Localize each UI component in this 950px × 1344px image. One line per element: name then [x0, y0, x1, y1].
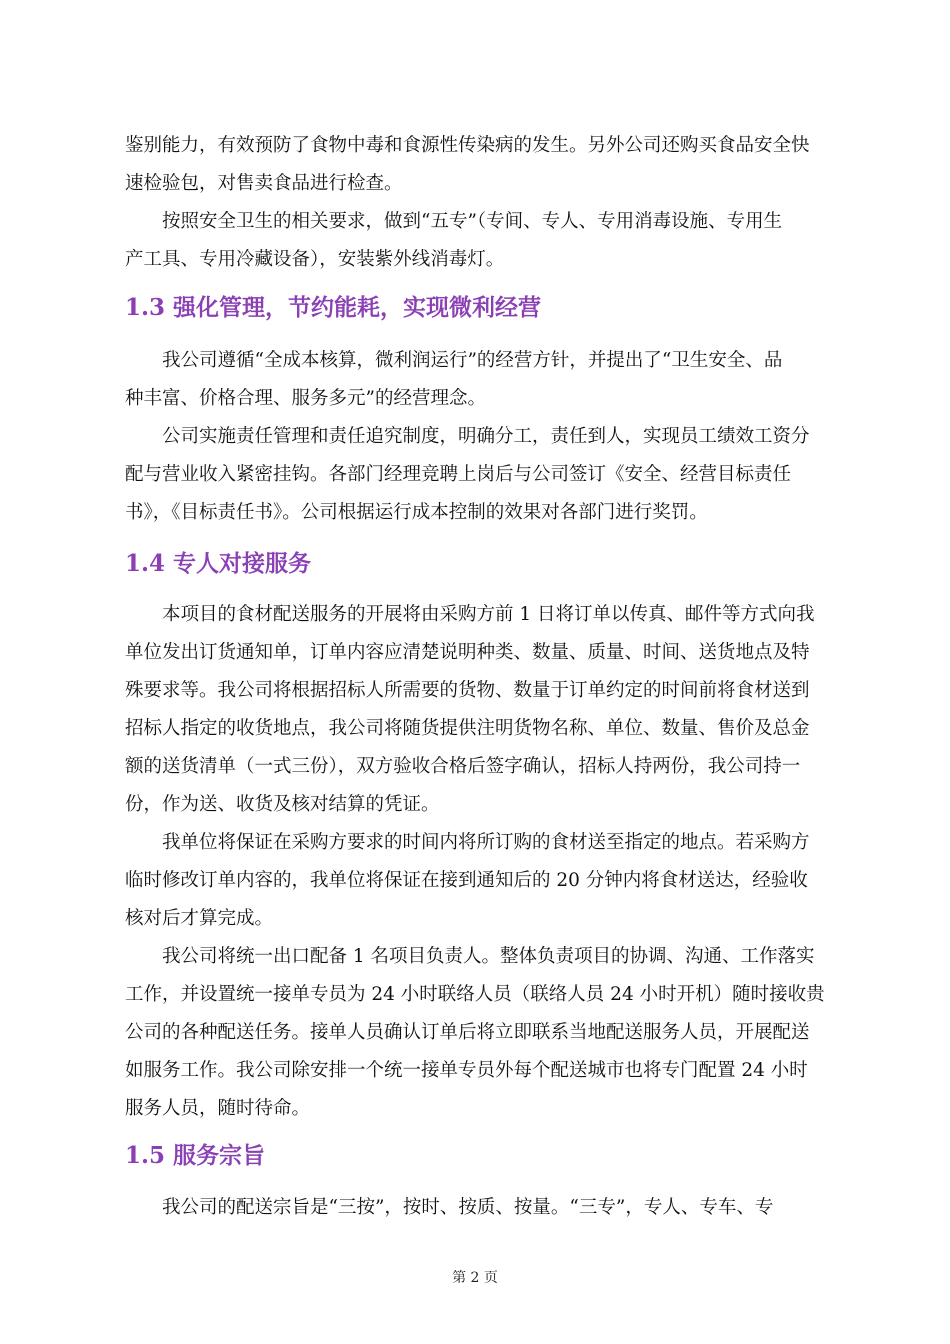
text-line: 我单位将保证在采购方要求的时间内将所订购的食材送至指定的地点。若采购方 [125, 832, 810, 853]
text-line: 临时修改订单内容的，我单位将保证在接到通知后的 20 分钟内将食材送达，经验收 [125, 870, 808, 891]
text-line: 单位发出订货通知单，订单内容应清楚说明种类、数量、质量、时间、送货地点及特 [125, 642, 810, 663]
text-line: 殊要求等。我公司将根据招标人所需要的货物、数量于订单约定的时间前将食材送到 [125, 680, 810, 701]
section-1-4-paragraph-3 [125, 938, 835, 1128]
section-heading-1-4: 1.4 专人对接服务 [125, 550, 312, 577]
text-line: 核对后才算完成。 [125, 908, 274, 929]
text-line: 鉴别能力，有效预防了食物中毒和食源性传染病的发生。另外公司还购买食品安全快 [125, 135, 810, 156]
section-1-3-paragraph-1 [125, 342, 835, 418]
text-line: 书》，《目标责任书》。公司根据运行成本控制的效果对各部门进行奖罚。 [125, 502, 708, 523]
text-line: 种丰富、价格合理、服务多元”的经营理念。 [125, 388, 486, 409]
text-line: 本项目的食材配送服务的开展将由采购方前 1 日将订单以传真、邮件等方式向我 [125, 604, 815, 625]
text-line: 工作，并设置统一接单专员为 24 小时联络人员（联络人员 24 小时开机）随时接收贵 [125, 984, 825, 1005]
section-heading-1-5: 1.5 服务宗旨 [125, 1142, 266, 1169]
intro-paragraph-2 [125, 203, 835, 279]
section-1-5-paragraph-1 [125, 1189, 835, 1227]
text-line: 份，作为送、收货及核对结算的凭证。 [125, 794, 440, 815]
text-line: 服务人员，随时待命。 [125, 1098, 311, 1119]
section-1-4-paragraph-1 [125, 596, 835, 824]
section-1-3-paragraph-2 [125, 418, 835, 532]
text-line: 额的送货清单（一式三份），双方验收合格后签字确认，招标人持两份，我公司持一 [125, 756, 801, 777]
text-line: 配与营业收入紧密挂钩。各部门经理竞聘上岗后与公司签订《安全、经营目标责任 [125, 464, 792, 485]
intro-paragraph-1 [125, 127, 835, 203]
text-line: 公司的各种配送任务。接单人员确认订单后将立即联系当地配送服务人员，开展配送 [125, 1022, 810, 1043]
page-number: 第 2 页 [452, 1270, 498, 1286]
text-line: 如服务工作。我公司除安排一个统一接单专员外每个配送城市也将专门配置 24 小时 [125, 1060, 808, 1081]
section-heading-1-3: 1.3 强化管理，节约能耗，实现微利经营 [125, 294, 542, 321]
text-line: 我公司将统一出口配备 1 名项目负责人。整体负责项目的协调、沟通、工作落实 [125, 946, 815, 967]
text-line: 招标人指定的收货地点，我公司将随货提供注明货物名称、单位、数量、售价及总金 [125, 718, 810, 739]
text-line: 我公司的配送宗旨是“三按”，按时、按质、按量。“三专”，专人、专车、专 [125, 1197, 774, 1218]
text-line: 公司实施责任管理和责任追究制度，明确分工，责任到人，实现员工绩效工资分 [125, 426, 810, 447]
text-line: 速检验包，对售卖食品进行检查。 [125, 173, 403, 194]
text-line: 产工具、专用冷藏设备），安装紫外线消毒灯。 [125, 249, 505, 270]
section-1-4-paragraph-2 [125, 824, 835, 938]
text-line: 我公司遵循“全成本核算，微利润运行”的经营方针，并提出了“卫生安全、品 [125, 350, 783, 371]
text-line: 按照安全卫生的相关要求，做到“五专”（专间、专人、专用消毒设施、专用生 [125, 211, 783, 232]
